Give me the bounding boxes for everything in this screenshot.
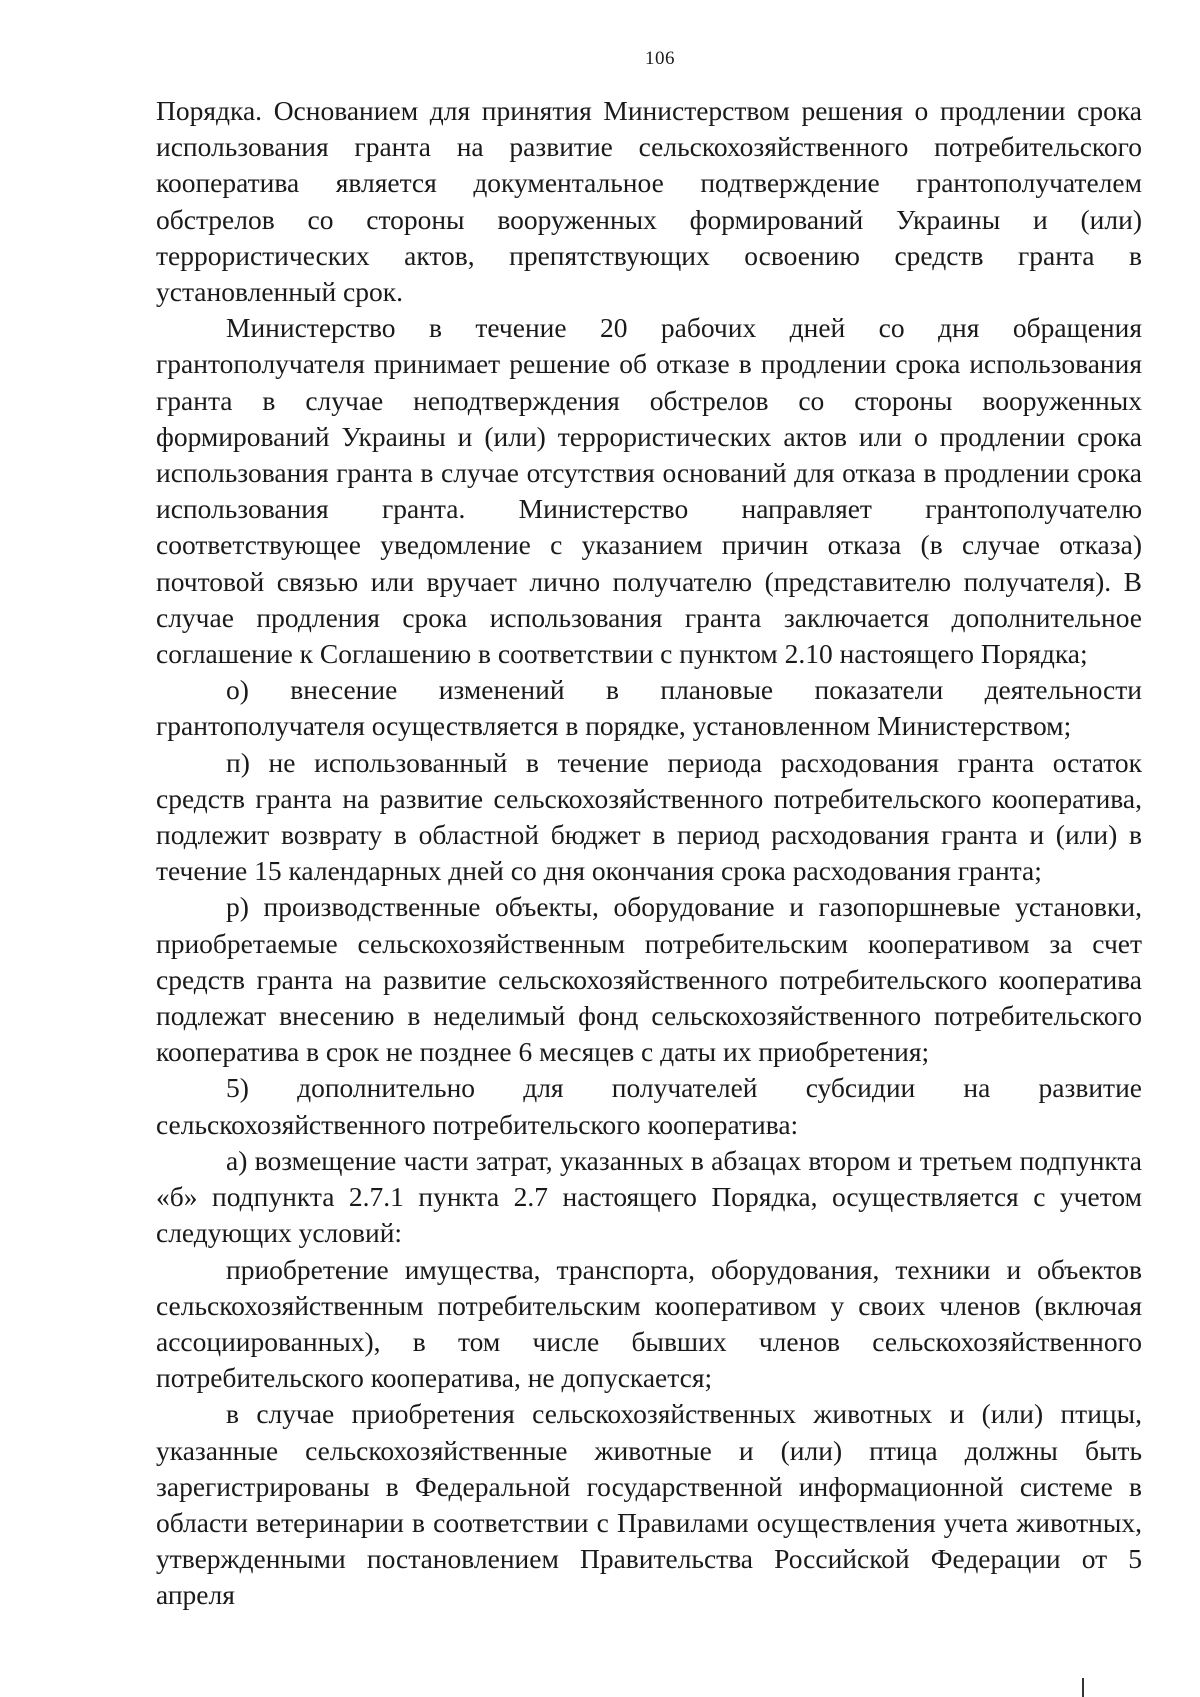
paragraph-acquisition-condition: приобретение имущества, транспорта, оборудования, техники и объектов сельскохозяйственным потребительским кооперативом у своих членов (включая ассоциированных), в том числе бывших членов сельскохозяйственного потребительского кооператива, не допускается; (156, 1253, 1142, 1394)
page-number: 106 (645, 48, 675, 69)
paragraph-livestock-condition: в случае приобретения сельскохозяйственных животных и (или) птицы, указанные сельскохозяйственные животные и (или) птица должны быть зарегистрированы в Федеральной государственной информационной системе в области ветеринарии в соответствии с Правилами осуществления учета животных, утвержденными постановлением Правительства Российской Федерации от 5 апреля (156, 1398, 1142, 1611)
document-body (156, 93, 1142, 1614)
paragraph-item-r: р) производственные объекты, оборудование и газопоршневые установки, приобретаемые сельскохозяйственным потребительским кооперативом за счет средств гранта на развитие сельскохозяйственного потребительского кооператива подлежат внесению в неделимый фонд сельскохозяйственного потребительского кооператива в срок не позднее 6 месяцев с даты их приобретения; (156, 891, 1142, 1068)
scan-edge-mark (1082, 1678, 1084, 1697)
paragraph-item-a: а) возмещение части затрат, указанных в абзацах втором и третьем подпункта «б» подпункта 2.7.1 пункта 2.7 настоящего Порядка, осуществляется с учетом следующих условий: (156, 1144, 1142, 1249)
paragraph-continuation: Порядка. Основанием для принятия Министерством решения о продлении срока использования гранта на развитие сельскохозяйственного потребительского кооператива является документальное подтверждение грантополучателем обстрелов со стороны вооруженных формирований Украины и (или) террористических актов, препятствующих освоению средств гранта в установленный срок. (156, 95, 1142, 308)
paragraph-item-o: о) внесение изменений в плановые показатели деятельности грантополучателя осуществляется в порядке, установленном Министерством; (156, 674, 1142, 742)
paragraph-ministry-decision: Министерство в течение 20 рабочих дней со дня обращения грантополучателя принимает решение об отказе в продлении срока использования гранта в случае неподтверждения обстрелов со стороны вооруженных формирований Украины и (или) террористических актов или о продлении срока использования гранта в случае отсутствия оснований для отказа в продлении срока использования гранта. Министерство направляет грантополучателю соответствующее уведомление с указанием причин отказа (в случае отказа) почтовой связью или вручает лично получателю (представителю получателя). В случае продления срока использования гранта заключается дополнительное соглашение к Соглашению в соответствии с пунктом 2.10 настоящего Порядка; (156, 312, 1142, 670)
paragraph-item-p: п) не использованный в течение периода расходования гранта остаток средств гранта на развитие сельскохозяйственного потребительского кооператива, подлежит возврату в областной бюджет в период расходования гранта и (или) в течение 15 календарных дней со дня окончания срока расходования гранта; (156, 746, 1142, 887)
paragraph-item-5: 5) дополнительно для получателей субсидии на развитие сельскохозяйственного потребительского кооператива: (156, 1072, 1142, 1140)
